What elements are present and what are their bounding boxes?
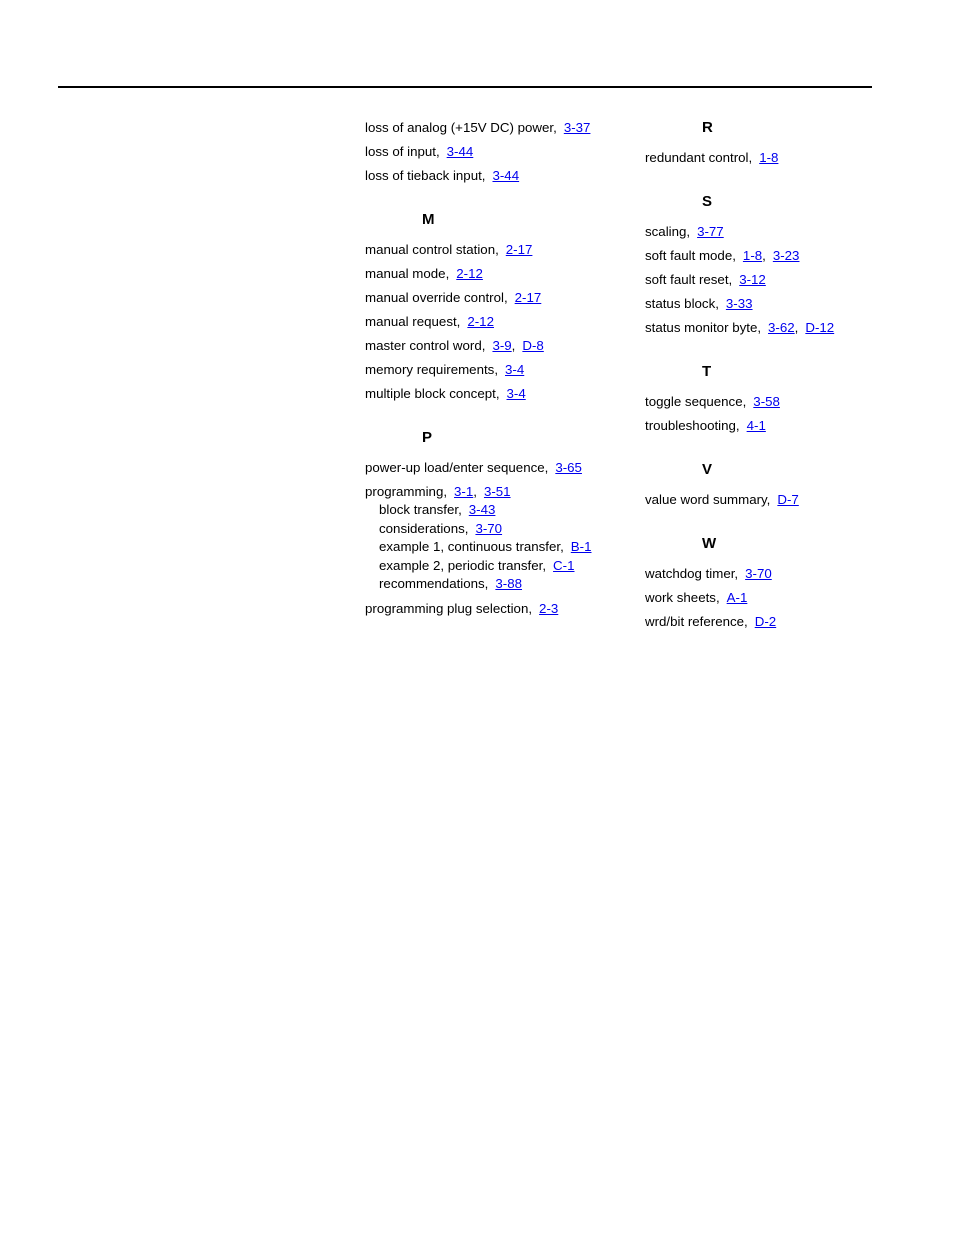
index-entry (365, 265, 625, 283)
index-section (365, 211, 625, 403)
page-ref-link[interactable]: 3-4 (505, 362, 525, 377)
index-term: work sheets, (645, 590, 720, 605)
index-entry-line (365, 337, 625, 355)
index-term: programming, (365, 484, 448, 499)
index-section (365, 119, 625, 185)
index-entry (365, 385, 625, 403)
index-term: redundant control, (645, 150, 753, 165)
index-entry (645, 149, 905, 167)
index-entry-line (365, 459, 625, 477)
index-term: loss of input, (365, 144, 440, 159)
index-entry (645, 319, 905, 337)
page-ref-link[interactable]: 3-12 (739, 272, 766, 287)
index-section (365, 429, 625, 618)
index-entry-line (645, 295, 905, 313)
index-entry (645, 565, 905, 583)
page-ref-link[interactable]: 3-4 (506, 386, 526, 401)
index-entry (365, 143, 625, 161)
index-term: example 1, continuous transfer, (379, 539, 564, 554)
index-entry (365, 313, 625, 331)
index-entry-line (645, 271, 905, 289)
ref-separator: , (473, 484, 477, 499)
page-ref-link[interactable]: 3-65 (555, 460, 582, 475)
index-term: recommendations, (379, 576, 489, 591)
index-subentries (365, 501, 625, 594)
page-ref-link[interactable]: 3-33 (725, 296, 753, 311)
index-column-right (645, 119, 905, 637)
index-entry-line (365, 313, 625, 331)
index-term: loss of analog (+15V DC) power, (365, 120, 557, 135)
index-term: scaling, (645, 224, 691, 239)
index-entry (365, 361, 625, 379)
section-letter-s: S (702, 193, 713, 210)
index-term: manual mode, (365, 266, 450, 281)
index-entry (645, 271, 905, 289)
page-ref-link[interactable]: 2-12 (467, 314, 494, 329)
index-entry (365, 241, 625, 259)
index-entry-line (645, 247, 905, 265)
header-rule (58, 86, 872, 88)
page-ref-link[interactable]: 3-70 (475, 520, 503, 536)
index-entry-line (645, 613, 905, 631)
index-term: programming plug selection, (365, 600, 533, 616)
index-entry-line (365, 600, 625, 618)
index-entry-line (365, 119, 625, 137)
index-term: loss of tieback input, (365, 168, 486, 183)
ref-separator: , (511, 338, 516, 353)
index-entry (645, 247, 905, 265)
index-term: troubleshooting, (645, 418, 740, 433)
index-entry-line (365, 167, 625, 185)
index-subentry (365, 501, 625, 520)
section-letter-t: T (702, 363, 712, 380)
index-subentry (365, 557, 625, 576)
index-section (645, 363, 905, 435)
index-subentry (365, 538, 625, 557)
page-ref-link[interactable]: D-2 (754, 614, 777, 629)
index-entry (645, 295, 905, 313)
page-ref-link[interactable]: 3-77 (697, 224, 724, 239)
index-term: considerations, (379, 520, 469, 536)
index-entry (645, 589, 905, 607)
index-term: master control word, (365, 338, 486, 353)
section-letter-m: M (422, 211, 435, 228)
page-ref-link[interactable]: 3-1 (454, 484, 474, 499)
index-subentry (365, 520, 625, 539)
index-subentry (365, 575, 625, 594)
index-term: soft fault reset, (645, 272, 733, 287)
page-ref-link[interactable]: 3-51 (483, 484, 511, 499)
index-term: memory requirements, (365, 362, 499, 377)
index-term: status monitor byte, (645, 320, 762, 335)
page-ref-link[interactable]: 1-8 (742, 248, 763, 263)
index-entry (645, 393, 905, 411)
index-term: manual request, (365, 314, 461, 329)
page-ref-link[interactable]: 3-9 (492, 338, 512, 353)
index-entry (365, 483, 625, 594)
section-letter-p: P (422, 429, 433, 446)
index-entry-line (645, 223, 905, 241)
page-ref-link[interactable]: 3-88 (495, 576, 523, 591)
ref-separator: , (794, 320, 799, 335)
index-entry-line (365, 265, 625, 283)
index-term: power-up load/enter sequence, (365, 460, 549, 475)
index-term: manual control station, (365, 242, 499, 257)
index-entry (645, 613, 905, 631)
index-entry-line (365, 289, 625, 307)
index-entry-line (645, 393, 905, 411)
index-term: toggle sequence, (645, 394, 747, 409)
index-term: multiple block concept, (365, 386, 500, 401)
index-entry (365, 337, 625, 355)
page-ref-link[interactable]: 3-44 (492, 168, 520, 183)
index-section (645, 193, 905, 337)
page-ref-link[interactable]: 2-17 (505, 242, 533, 257)
page-ref-link[interactable]: D-12 (805, 320, 835, 335)
page-ref-link[interactable]: 3-58 (753, 394, 780, 409)
index-entry-line (365, 241, 625, 259)
page-ref-link[interactable]: A-1 (726, 590, 748, 605)
page-ref-link[interactable]: 2-12 (456, 266, 483, 281)
index-entry-line (645, 319, 905, 337)
section-letter-v: V (702, 461, 713, 478)
index-section (645, 461, 905, 509)
page-ref-link[interactable]: C-1 (553, 557, 575, 573)
index-entry-line (645, 149, 905, 167)
index-entry (365, 289, 625, 307)
section-letter-w: W (702, 535, 717, 552)
page-ref-link[interactable]: 3-37 (563, 120, 591, 135)
index-term: example 2, periodic transfer, (379, 557, 547, 573)
index-term: wrd/bit reference, (645, 614, 748, 629)
page-ref-link[interactable]: 4-1 (746, 418, 766, 433)
index-term: value word summary, (645, 492, 771, 507)
page-ref-link[interactable]: 3-43 (468, 502, 496, 517)
index-entry-line (365, 483, 625, 501)
page-ref-link[interactable]: B-1 (570, 539, 592, 554)
page-ref-link[interactable]: 2-17 (514, 290, 542, 305)
index-entry (365, 167, 625, 185)
index-entry-line (645, 491, 905, 509)
index-entry (645, 223, 905, 241)
index-section (645, 119, 905, 167)
index-section (645, 535, 905, 631)
page-ref-link[interactable]: 3-70 (745, 566, 772, 581)
page-ref-link[interactable]: 1-8 (759, 150, 779, 165)
section-letter-r: R (702, 119, 713, 136)
index-entry (365, 600, 625, 618)
index-column-left (365, 119, 625, 624)
index-entry-line (645, 589, 905, 607)
index-term: status block, (645, 296, 719, 311)
index-entry-line (365, 385, 625, 403)
index-entry-line (365, 143, 625, 161)
page-ref-link[interactable]: D-8 (522, 338, 544, 353)
index-entry (365, 459, 625, 477)
page-ref-link[interactable]: 2-3 (539, 600, 559, 616)
page-ref-link[interactable]: 3-62 (768, 320, 795, 335)
index-entry-line (365, 361, 625, 379)
index-entry (365, 119, 625, 137)
index-term: block transfer, (379, 502, 462, 517)
page-ref-link[interactable]: 3-23 (772, 248, 800, 263)
index-entry (645, 417, 905, 435)
page-ref-link[interactable]: 3-44 (446, 144, 474, 159)
index-term: watchdog timer, (645, 566, 739, 581)
index-term: manual override control, (365, 290, 508, 305)
index-entry-line (645, 565, 905, 583)
page-ref-link[interactable]: D-7 (777, 492, 799, 507)
ref-separator: , (762, 248, 766, 263)
index-entry (645, 491, 905, 509)
index-term: soft fault mode, (645, 248, 736, 263)
index-entry-line (645, 417, 905, 435)
